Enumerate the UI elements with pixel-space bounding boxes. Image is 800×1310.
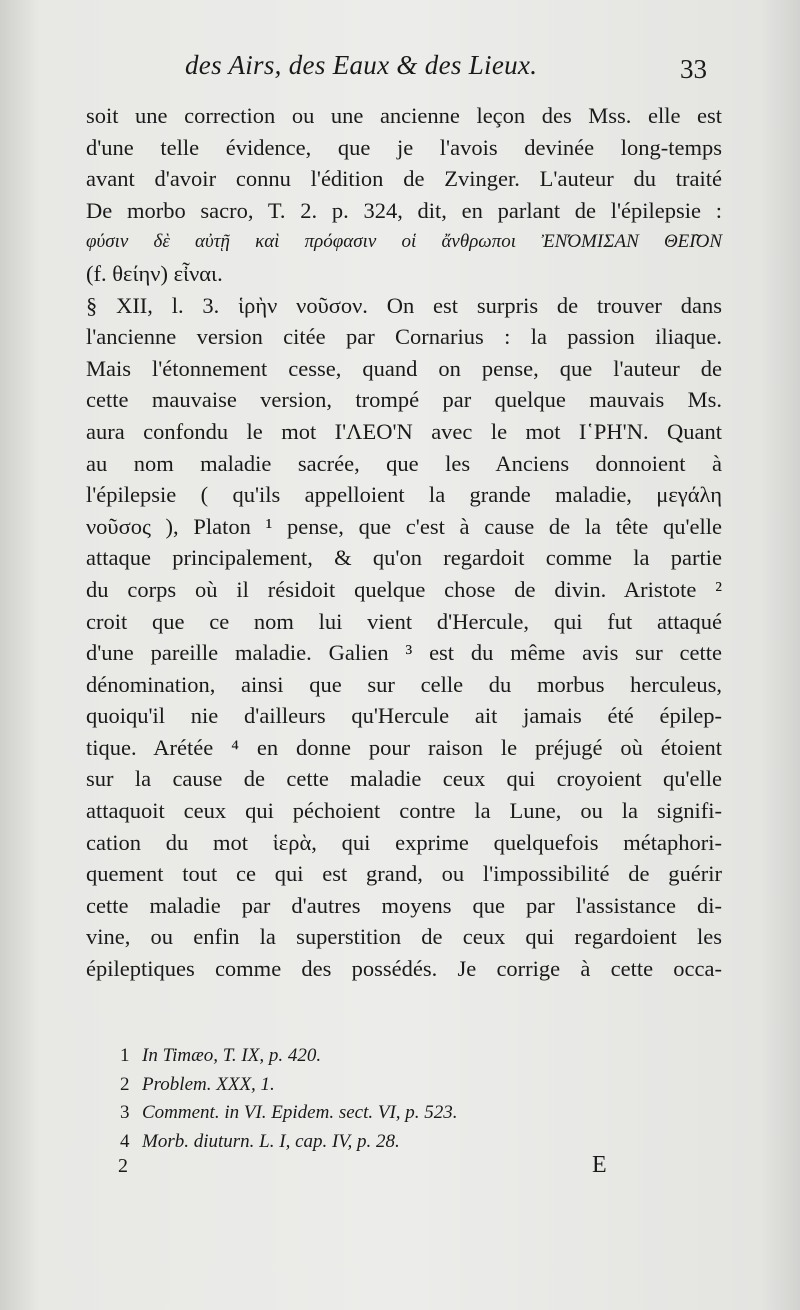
text-line: cette mauvaise version, trompé par quelque mauvais Ms. [86,387,722,413]
text-line: sur la cause de cette maladie ceux qui croyoient qu'elle [86,766,722,792]
text-line: cation du mot ἱερὰ, qui exprime quelquefois métaphori- [86,829,722,855]
text-line: l'épilepsie ( qu'ils appelloient la grande maladie, μεγάλη [86,482,722,508]
footnote [120,1099,680,1128]
greek-quote-line: φύσιν δὲ αὐτῇ καὶ πρόφασιν οἱ ἄνθρωποι ἘΝΌΜΙΣΑΝ ΘΕΙ͂ΟΝ [86,231,722,253]
footnote-text: Comment. in VI. Epidem. sect. VI, p. 523. [142,1102,458,1123]
text-line: aura confondu le mot Ι'ΛΕΟ'Ν avec le mot Ι῾ΡΗ'Ν. Quant [86,418,722,444]
text-line: épileptiques comme des possédés. Je corrige à cette occa- [86,956,722,982]
signature-mark: 2 [118,1155,128,1177]
text-line: attaquoit ceux qui péchoient contre la Lune, ou la signifi- [86,798,722,824]
text-line: tique. Arétée ⁴ en donne pour raison le préjugé où étoient [86,734,722,760]
footnote [120,1071,680,1100]
page-number: 33 [680,54,707,84]
text-line: § XII, l. 3. ἱρὴν νοῦσον. On est surpris de trouver dans [86,292,722,318]
footnote-text: In Timæo, T. IX, p. 420. [142,1045,322,1066]
footnote [120,1042,680,1071]
running-head: des Airs, des Eaux & des Lieux. [185,50,538,80]
body-text [86,100,722,985]
catchword: E [592,1152,607,1178]
footnotes [120,1042,680,1156]
text-line: d'une telle évidence, que je l'avois devinée long-temps [86,134,722,160]
text-line: Mais l'étonnement cesse, quand on pense, que l'auteur de [86,355,722,381]
footnote-number: 1 [120,1045,130,1066]
text-line: dénomination, ainsi que sur celle du morbus herculeus, [86,671,722,697]
text-line: quement tout ce qui est grand, ou l'impossibilité de guérir [86,861,722,887]
footnote-number: 4 [120,1130,130,1152]
text-line: quoiqu'il nie d'ailleurs qu'Hercule ait jamais été épilep- [86,703,722,729]
text-line: (f. θείην) εἶναι. [86,260,223,286]
text-line: au nom maladie sacrée, que les Anciens donnoient à [86,450,722,476]
footnote-number: 2 [120,1073,130,1095]
text-line: soit une correction ou une ancienne leçon des Mss. elle est [86,103,722,128]
text-line: d'une pareille maladie. Galien ³ est du même avis sur cette [86,640,722,666]
footnote-text: Morb. diuturn. L. I, cap. IV, p. 28. [142,1130,400,1152]
text-line: l'ancienne version citée par Cornarius : la passion iliaque. [86,324,722,350]
footnote-text: Problem. XXX, 1. [142,1073,275,1095]
text-line: avant d'avoir connu l'édition de Zvinger. L'auteur du traité [86,166,722,192]
text-line: croit que ce nom lui vient d'Hercule, qui fut attaqué [86,608,722,634]
page-header [0,50,800,90]
text-line: cette maladie par d'autres moyens que par l'assistance di- [86,892,722,918]
text-line: du corps où il résidoit quelque chose de divin. Aristote ² [86,576,722,602]
text-line: attaque principalement, & qu'on regardoit comme la partie [86,545,722,571]
text-line: De morbo sacro, T. 2. p. 324, dit, en parlant de l'épilepsie : [86,197,722,223]
text-line: vine, ou enfin la superstition de ceux qui regardoient les [86,924,722,950]
footnote-number: 3 [120,1102,130,1123]
text-line: νοῦσος ), Platon ¹ pense, que c'est à cause de la tête qu'elle [86,513,722,539]
